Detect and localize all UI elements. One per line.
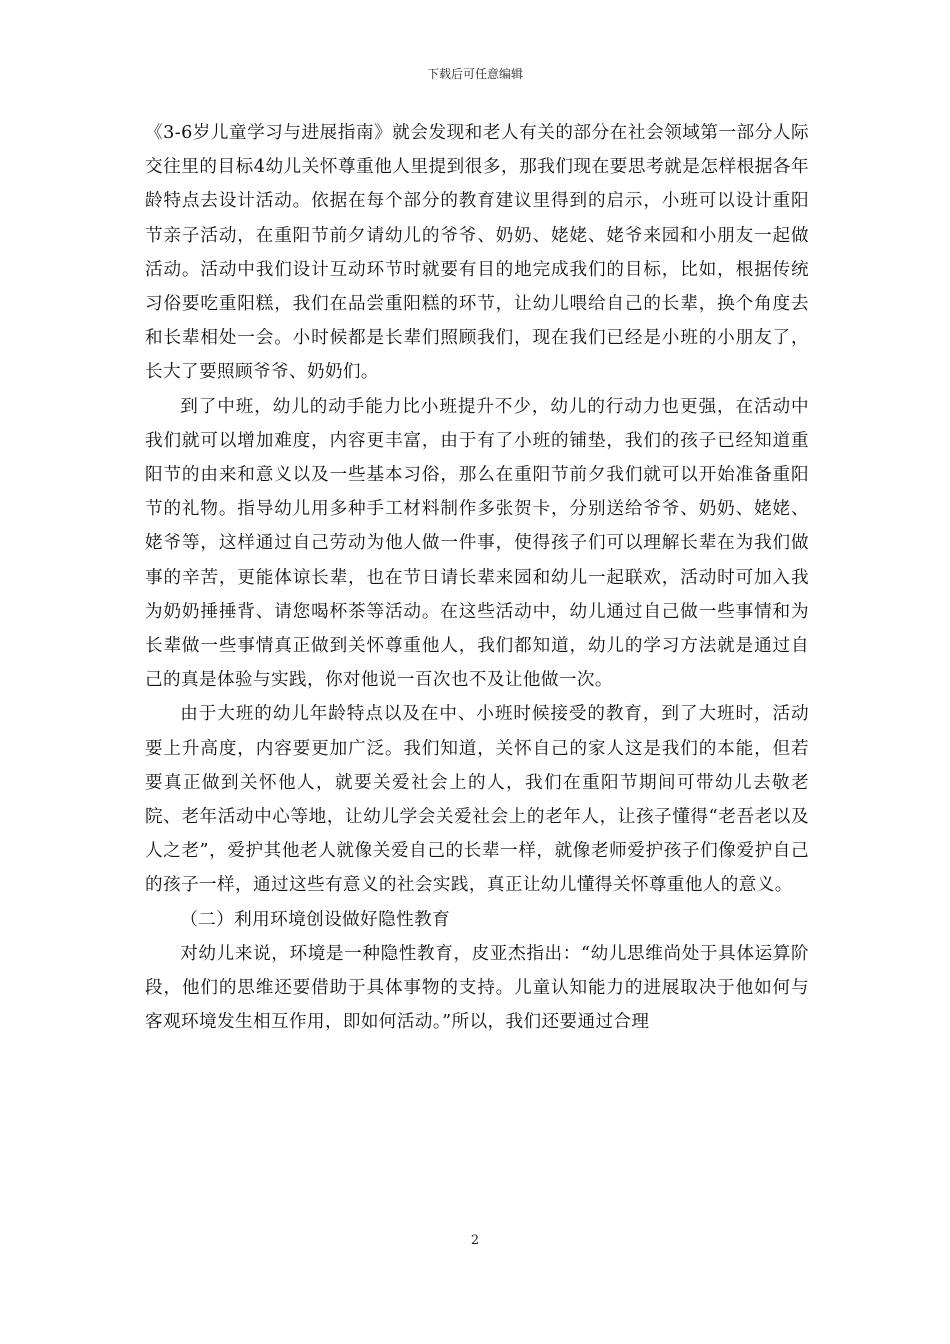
section-heading-environment: （二）利用环境创设做好隐性教育 [180,909,451,930]
paragraph-senior-class: 由于大班的幼儿年龄特点以及在中、小班时候接受的教育，到了大班时，活动要上升高度，内容要更加广泛。我们知道，关怀自己的家人这是我们的本能，但若要真正做到关怀他人，就要关爱社会上的人，我们在重阳节期间可带幼儿去敬老院、老年活动中心等地，让幼儿学会关爱社会上的老年人，让孩子懂得“老吾老以及人之老”，爱护其他老人就像关爱自己的长辈一样，就像老师爱护孩子们像爱护自己的孩子一样，通过这些有意义的社会实践，真正让幼儿懂得关怀尊重他人的意义。 [145,704,809,896]
paragraph-environment: 对幼儿来说，环境是一种隐性教育，皮亚杰指出：“幼儿思维尚处于具体运算阶段，他们的思维还要借助于具体事物的支持。儿童认知能力的进展取决于他如何与客观环境发生相互作用，即如何活动。”所以，我们还要通过合理 [145,943,809,1033]
page-number: 2 [470,1233,480,1248]
paragraph-guide-reference: 《3-6岁儿童学习与进展指南》就会发现和老人有关的部分在社会领域第一部分人际交往里的目标4幼儿关怀尊重他人里提到很多，那我们现在要思考就是怎样根据各年龄特点去设计活动。依据在每个部分的教育建议里得到的启示，小班可以设计重阳节亲子活动，在重阳节前夕请幼儿的爷爷、奶奶、姥姥、姥爷来园和小朋友一起做活动。活动中我们设计互动环节时就要有目的地完成我们的目标，比如，根据传统习俗要吃重阳糕，我们在品尝重阳糕的环节，让幼儿喂给自己的长辈，换个角度去和长辈相处一会。小时候都是长辈们照顾我们，现在我们已经是小班的小朋友了，长大了要照顾爷爷、奶奶们。 [145,123,809,383]
paragraph-middle-class: 到了中班，幼儿的动手能力比小班提升不少，幼儿的行动力也更强，在活动中我们就可以增加难度，内容更丰富，由于有了小班的铺垫，我们的孩子已经知道重阳节的由来和意义以及一些基本习俗，那么在重阳节前夕我们就可以开始准备重阳节的礼物。指导幼儿用多种手工材料制作多张贺卡，分别送给爷爷、奶奶、姥姥、姥爷等，这样通过自己劳动为他人做一件事，使得孩子们可以理解长辈在为我们做事的辛苦，更能体谅长辈，也在节日请长辈来园和幼儿一起联欢，活动时可加入我为奶奶捶捶背、请您喝杯茶等活动。在这些活动中，幼儿通过自己做一些事情和为长辈做一些事情真正做到关怀尊重他人，我们都知道，幼儿的学习方法就是通过自己的真是体验与实践，你对他说一百次也不及让他做一次。 [145,396,809,691]
page-header: 下载后可任意编辑 [426,67,523,81]
document-body [145,116,809,1039]
